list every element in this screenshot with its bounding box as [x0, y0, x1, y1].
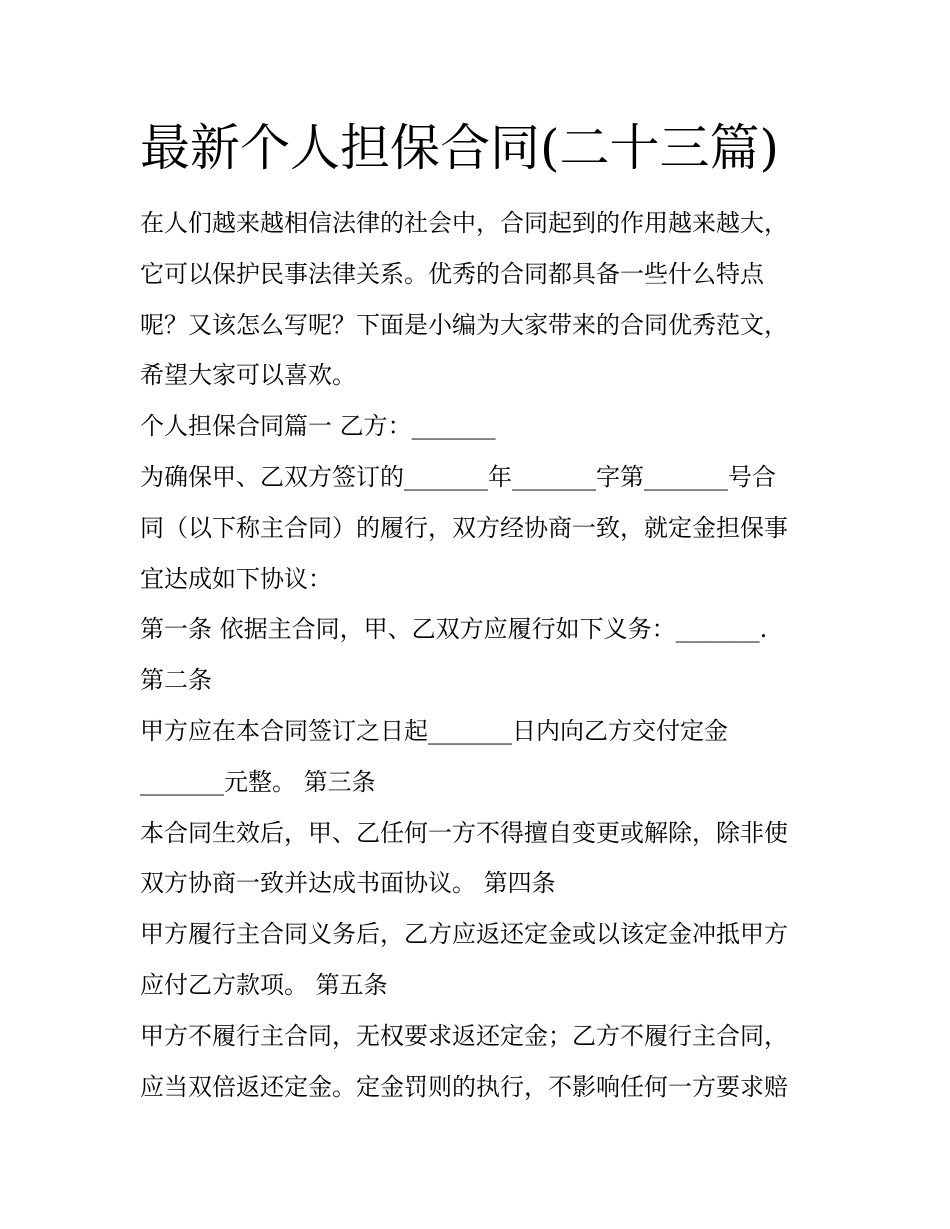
body-line: 呢？又该怎么写呢？下面是小编为大家带来的合同优秀范文，	[140, 310, 788, 339]
body-line: 应当双倍返还定金。定金罚则的执行，不影响任何一方要求赔	[140, 1072, 788, 1101]
body-line: 希望大家可以喜欢。	[140, 361, 356, 390]
body-line: 甲方履行主合同义务后，乙方应返还定金或以该定金冲抵甲方	[140, 920, 788, 949]
body-line: 本合同生效后，甲、乙任何一方不得擅自变更或解除，除非使	[140, 818, 788, 847]
body-line: 甲方应在本合同签订之日起_______日内向乙方交付定金	[140, 716, 728, 745]
body-line: 第二条	[140, 666, 212, 695]
body-line: 宜达成如下协议：	[140, 564, 332, 593]
body-line: 在人们越来越相信法律的社会中，合同起到的作用越来越大，	[140, 209, 788, 237]
body-line: 它可以保护民事法律关系。优秀的合同都具备一些什么特点	[140, 259, 764, 288]
body-line: 为确保甲、乙双方签订的_______年_______字第_______号合	[140, 462, 776, 491]
body-line: 应付乙方款项。 第五条	[140, 970, 388, 999]
body-line: 第一条 依据主合同，甲、乙双方应履行如下义务：_______.	[140, 615, 768, 644]
document-body	[140, 198, 820, 1112]
body-line: _______元整。 第三条	[140, 767, 376, 796]
document-title: 最新个人担保合同(二十三篇)	[140, 119, 780, 177]
body-line: 甲方不履行主合同，无权要求返还定金；乙方不履行主合同，	[140, 1021, 788, 1050]
body-line: 同（以下称主合同）的履行，双方经协商一致，就定金担保事	[140, 513, 788, 542]
body-line: 个人担保合同篇一 乙方：_______	[140, 412, 496, 441]
body-line: 双方协商一致并达成书面协议。 第四条	[140, 869, 556, 898]
